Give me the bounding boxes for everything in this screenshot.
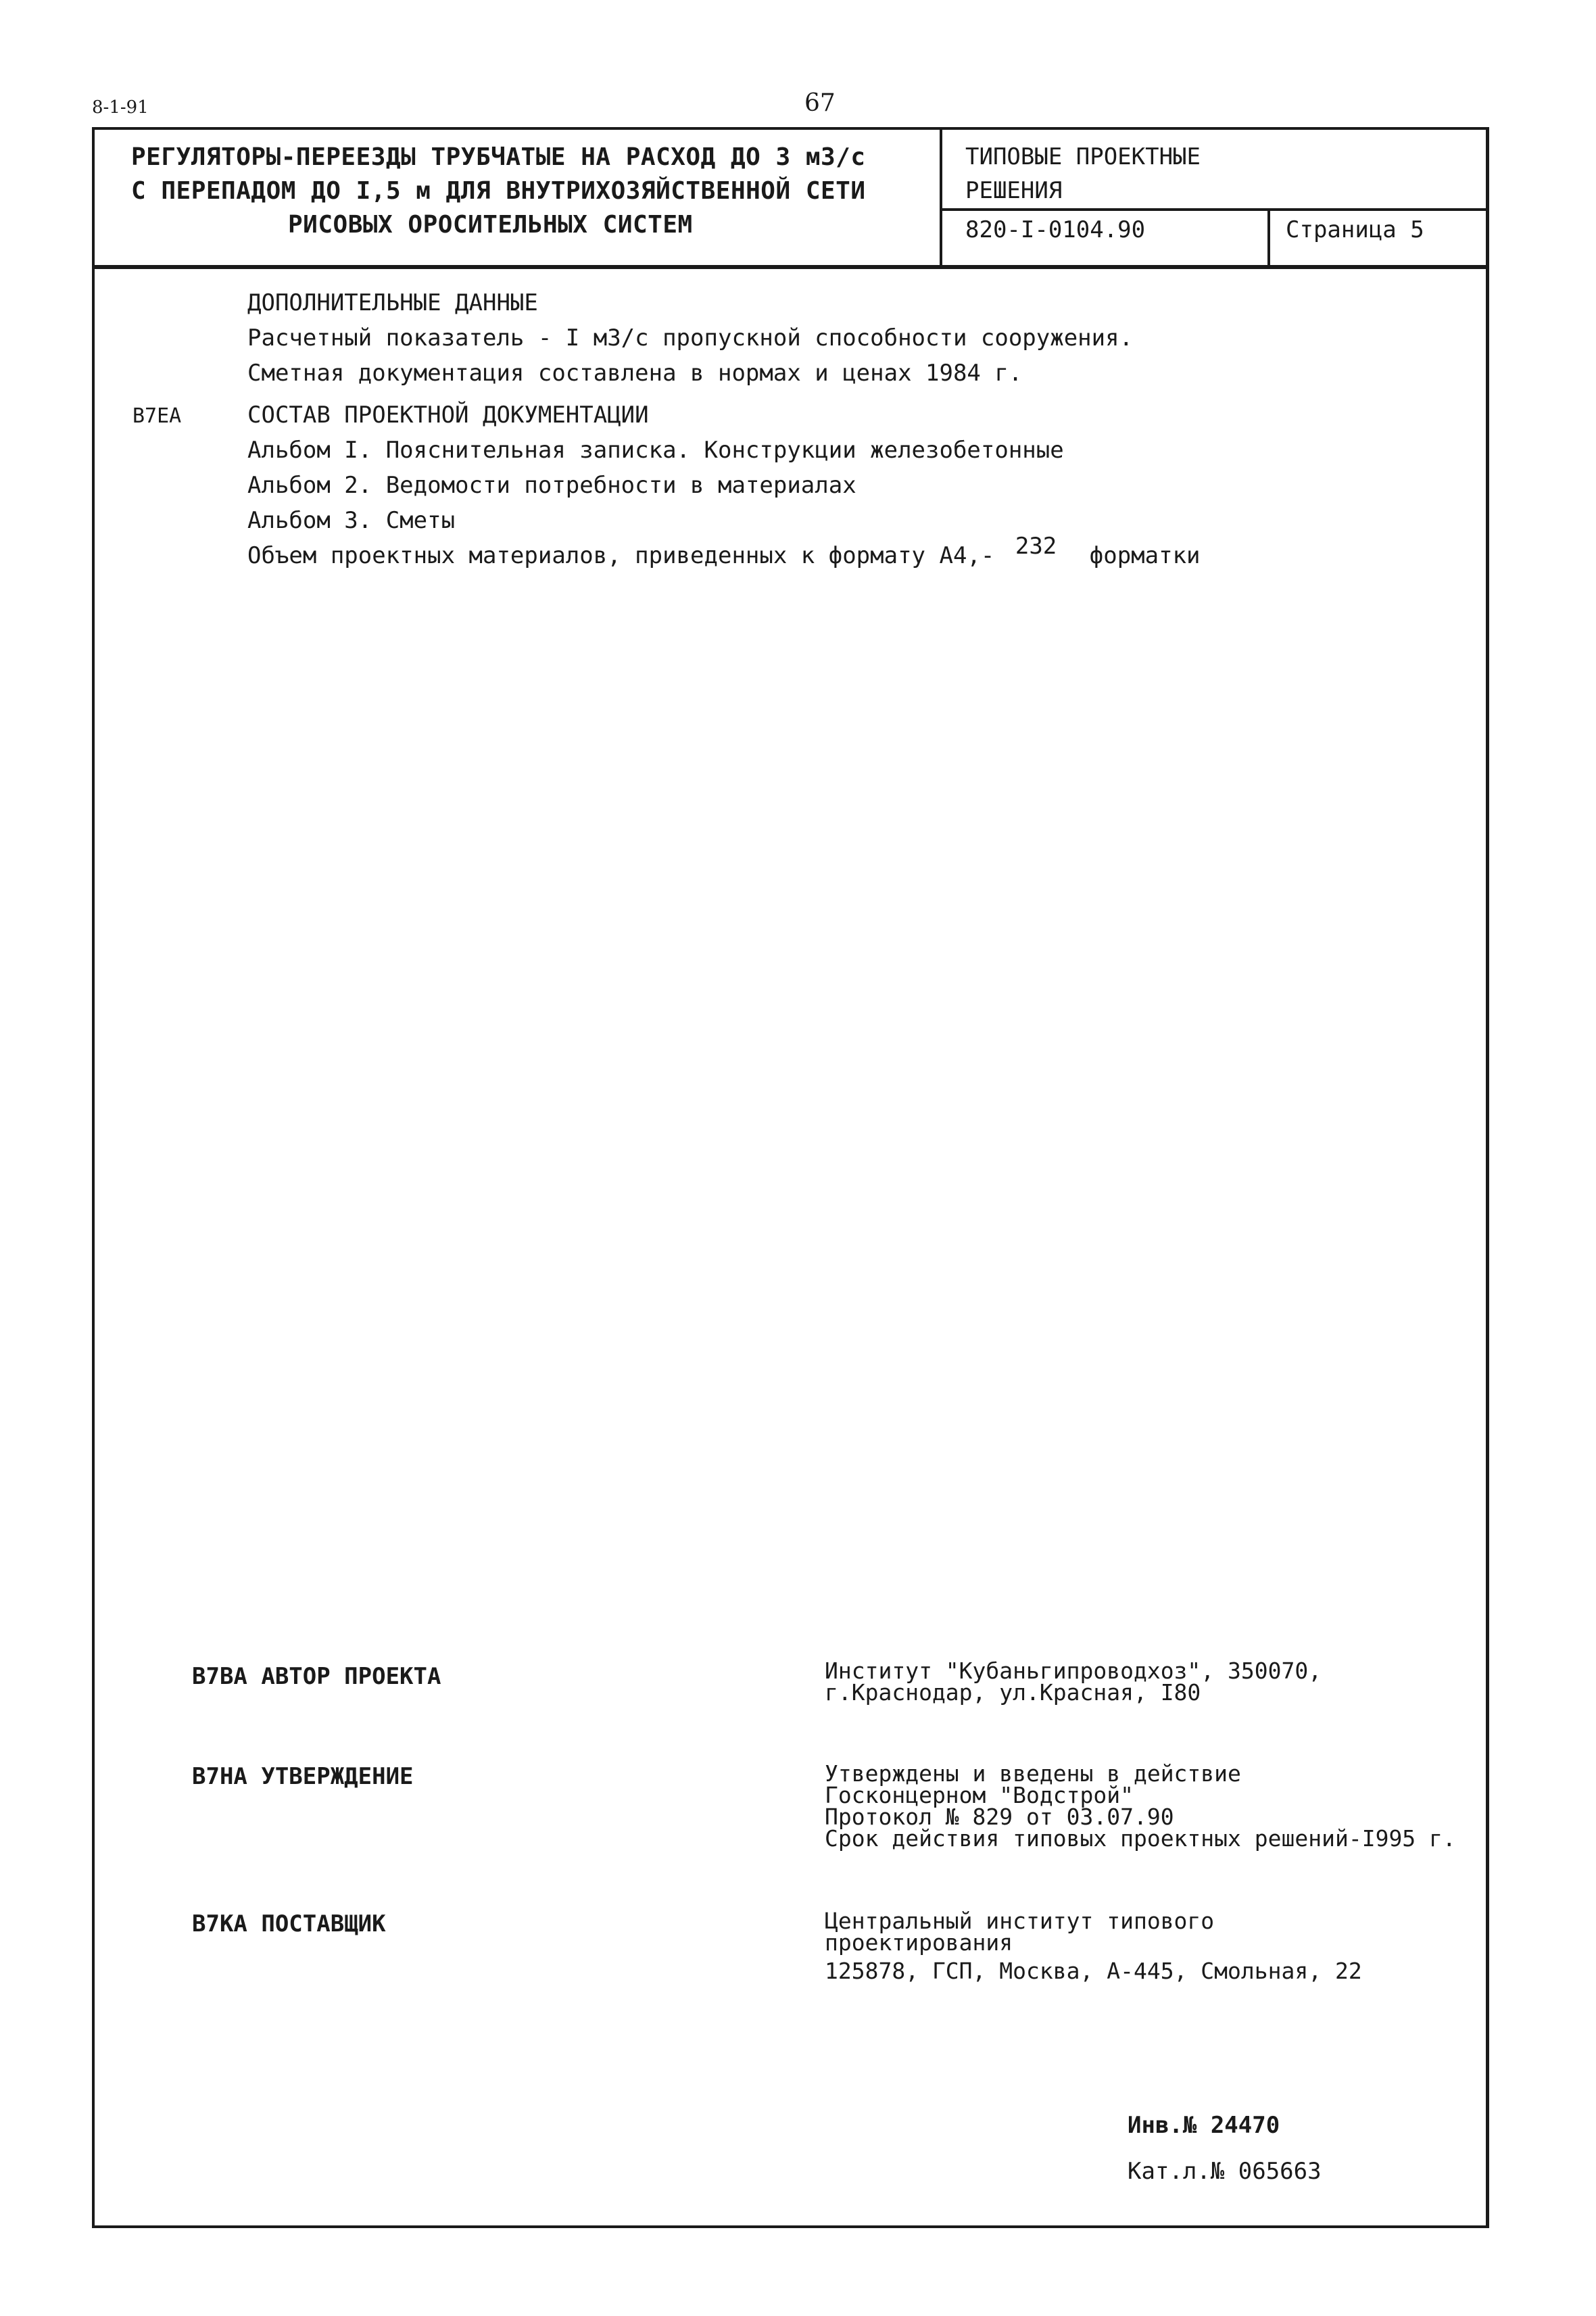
approval-label: В7НА УТВЕРЖДЕНИЕ (192, 1763, 414, 1790)
approval-line-3: Протокол № 829 от 03.07.90 (825, 1804, 1174, 1830)
author-line-1: Институт "Кубаньгипроводхоз", 350070, (825, 1658, 1322, 1684)
approval-line-4: Срок действия типовых проектных решений-I995 г. (825, 1825, 1456, 1852)
supplier-line-2: проектирования (825, 1929, 1013, 1956)
album-item: Альбом 2. Ведомости потребности в материалах (247, 472, 856, 499)
additional-line-1: Расчетный показатель - I м3/с пропускной способности сооружения. (247, 324, 1134, 352)
supplier-label: В7КА ПОСТАВЩИК (192, 1910, 386, 1937)
header-divider (942, 208, 1486, 211)
volume-line (247, 533, 1201, 569)
author-line-2: г.Краснодар, ул.Красная, I80 (825, 1679, 1201, 1706)
volume-prefix: Объем проектных материалов, приведенных к формату А4,- (247, 542, 995, 569)
series-code: 8-1-91 (92, 97, 149, 118)
title-line-2: С ПЕРЕПАДОМ ДО I,5 м ДЛЯ ВНУТРИХОЗЯЙСТВЕННОЙ СЕТИ (131, 177, 866, 205)
page-label: Страница 5 (1286, 216, 1424, 243)
approval-line-2: Госконцерном "Водстрой" (825, 1782, 1134, 1808)
composition-heading: СОСТАВ ПРОЕКТНОЙ ДОКУМЕНТАЦИИ (247, 402, 649, 429)
author-label: В7ВА АВТОР ПРОЕКТА (192, 1663, 441, 1690)
header-block (95, 130, 1486, 269)
album-item: Альбом 3. Сметы (247, 507, 456, 534)
title-line-1: РЕГУЛЯТОРЫ-ПЕРЕЕЗДЫ ТРУБЧАТЫЕ НА РАСХОД ДО 3 м3/с (131, 143, 866, 171)
catalog-number: Кат.л.№ 065663 (1128, 2158, 1322, 2185)
supplier-line-1: Центральный институт типового (825, 1908, 1215, 1934)
composition-code: В7ЕА (132, 404, 182, 428)
type-label-1: ТИПОВЫЕ ПРОЕКТНЫЕ (965, 143, 1201, 170)
approval-line-1: Утверждены и введены в действие (825, 1760, 1241, 1787)
page-number: 67 (804, 89, 836, 117)
volume-suffix: форматки (1089, 542, 1201, 569)
additional-heading: ДОПОЛНИТЕЛЬНЫЕ ДАННЫЕ (247, 289, 538, 316)
document-code: 820-I-0104.90 (965, 216, 1146, 243)
volume-value: 232 (1015, 533, 1057, 560)
additional-line-2: Сметная документация составлена в нормах и ценах 1984 г. (247, 360, 1023, 387)
document-frame (92, 127, 1489, 2228)
header-divider (1267, 208, 1270, 265)
supplier-line-3: 125878, ГСП, Москва, А-445, Смольная, 22 (825, 1958, 1362, 1984)
title-line-3: РИСОВЫХ ОРОСИТЕЛЬНЫХ СИСТЕМ (288, 211, 693, 239)
header-divider (940, 130, 942, 265)
inventory-number: Инв.№ 24470 (1128, 2112, 1280, 2139)
album-item: Альбом I. Пояснительная записка. Конструкции железобетонные (247, 437, 1064, 464)
type-label-2: РЕШЕНИЯ (965, 177, 1063, 204)
